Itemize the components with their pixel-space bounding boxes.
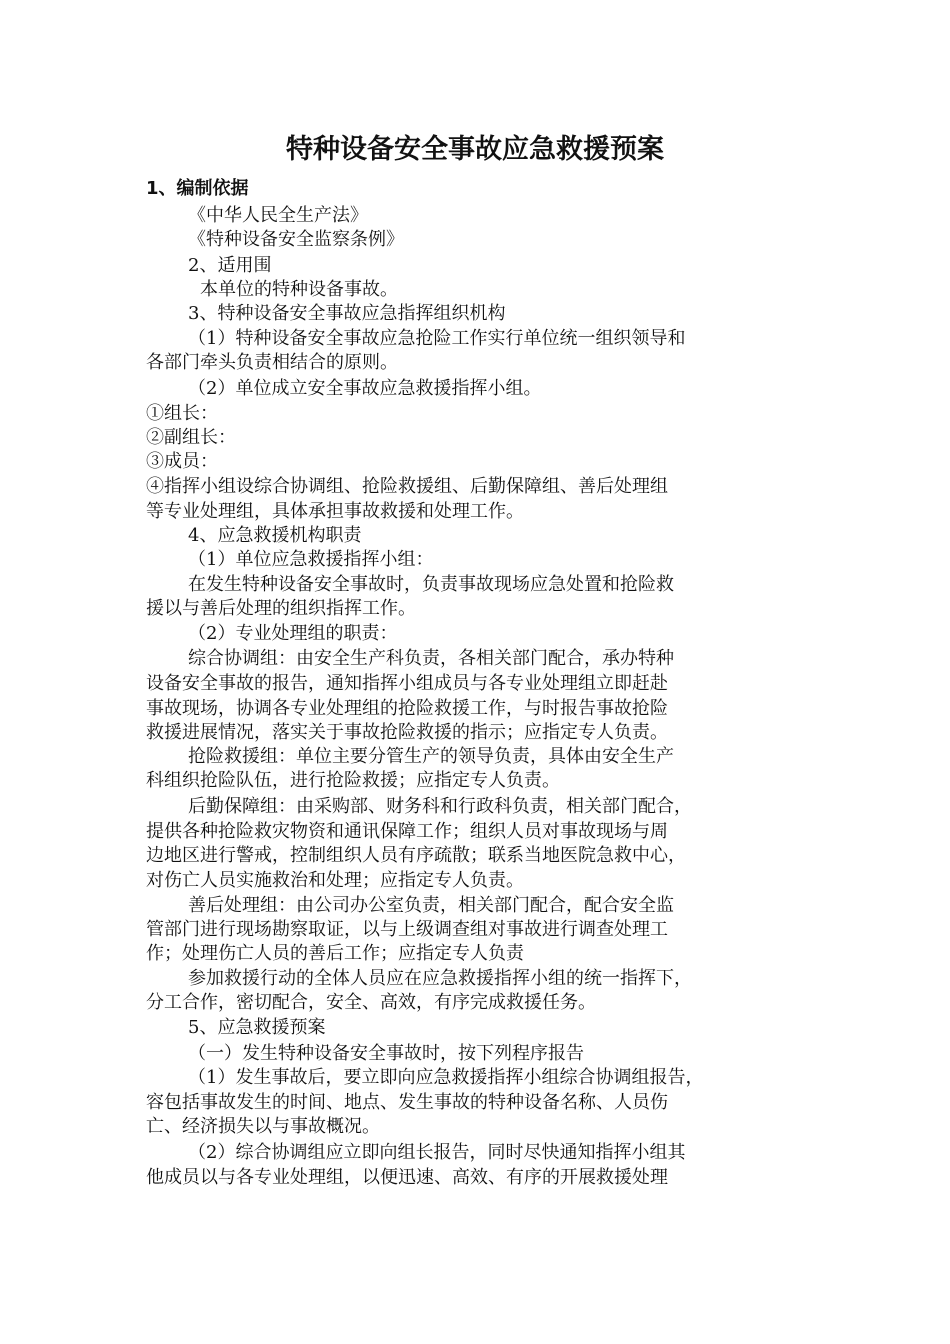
paragraph-line: 救援进展情况，落实关于事故抢险救援的指示；应指定专人负责。 [146,722,668,743]
list-item: ①组长： [146,403,218,424]
paragraph-line: （1）单位应急救援指挥小组： [188,549,434,570]
list-item: ③成员： [146,451,218,472]
list-item: ④指挥小组设综合协调组、抢险救援组、后勤保障组、善后处理组 [146,476,668,497]
paragraph-line: 边地区进行警戒，控制组织人员有序疏散；联系当地医院急救中心， [146,845,686,866]
section-heading-basis: 1、编制依据 [146,178,249,199]
paragraph-line: 管部门进行现场勘察取证，以与上级调查组对事故进行调查处理工 [146,919,668,940]
section-heading-plan: 5、应急救援预案 [188,1017,326,1038]
paragraph-line: （2）综合协调组应立即向组长报告，同时尽快通知指挥小组其 [188,1142,686,1163]
section-heading-duties: 4、应急救援机构职责 [188,525,362,546]
section-heading-scope: 2、适用围 [188,255,272,276]
paragraph-line: （1）发生事故后，要立即向应急救援指挥小组综合协调组报告， [188,1067,704,1088]
paragraph-line: 设备安全事故的报告，通知指挥小组成员与各专业处理组立即赶赴 [146,673,668,694]
document-title: 特种设备安全事故应急救援预案 [286,134,664,165]
paragraph-line: 后勤保障组：由采购部、财务科和行政科负责，相关部门配合， [188,796,692,817]
paragraph-line: 参加救援行动的全体人员应在应急救援指挥小组的统一指挥下， [188,968,692,989]
paragraph-line: 善后处理组：由公司办公室负责，相关部门配合，配合安全监 [188,895,674,916]
paragraph-line: （2）单位成立安全事故应急救援指挥小组。 [188,378,542,399]
law-ref-1: 《中华人民全生产法》 [188,205,368,226]
paragraph-line: 本单位的特种设备事故。 [200,279,398,300]
paragraph-line: 他成员以与各专业处理组，以便迅速、高效、有序的开展救援处理 [146,1167,668,1188]
paragraph-line: 容包括事故发生的时间、地点、发生事故的特种设备名称、人员伤 [146,1092,668,1113]
paragraph-line: （2）专业处理组的职责： [188,623,398,644]
paragraph-line: 援以与善后处理的组织指挥工作。 [146,598,416,619]
section-heading-organization: 3、特种设备安全事故应急指挥组织机构 [188,303,506,324]
list-item: ②副组长： [146,427,236,448]
paragraph-line: 亡、经济损失以与事故概况。 [146,1116,380,1137]
paragraph-line: 综合协调组：由安全生产科负责，各相关部门配合，承办特种 [188,648,674,669]
law-ref-2: 《特种设备安全监察条例》 [188,229,404,250]
paragraph-line: 提供各种抢险救灾物资和通讯保障工作；组织人员对事故现场与周 [146,821,668,842]
paragraph-line: （一）发生特种设备安全事故时，按下列程序报告 [188,1043,584,1064]
paragraph-line: 各部门牵头负责相结合的原则。 [146,352,398,373]
paragraph-line: 对伤亡人员实施救治和处理；应指定专人负责。 [146,870,524,891]
paragraph-line: 等专业处理组，具体承担事故救援和处理工作。 [146,501,524,522]
paragraph-line: 科组织抢险队伍，进行抢险救援；应指定专人负责。 [146,770,560,791]
paragraph-line: 事故现场，协调各专业处理组的抢险救援工作，与时报告事故抢险 [146,698,668,719]
paragraph-line: 抢险救援组：单位主要分管生产的领导负责，具体由安全生产 [188,746,674,767]
paragraph-line: 分工合作，密切配合，安全、高效，有序完成救援任务。 [146,992,596,1013]
paragraph-line: 作；处理伤亡人员的善后工作；应指定专人负责 [146,943,524,964]
paragraph-line: （1）特种设备安全事故应急抢险工作实行单位统一组织领导和 [188,328,686,349]
paragraph-line: 在发生特种设备安全事故时，负责事故现场应急处置和抢险救 [188,574,674,595]
